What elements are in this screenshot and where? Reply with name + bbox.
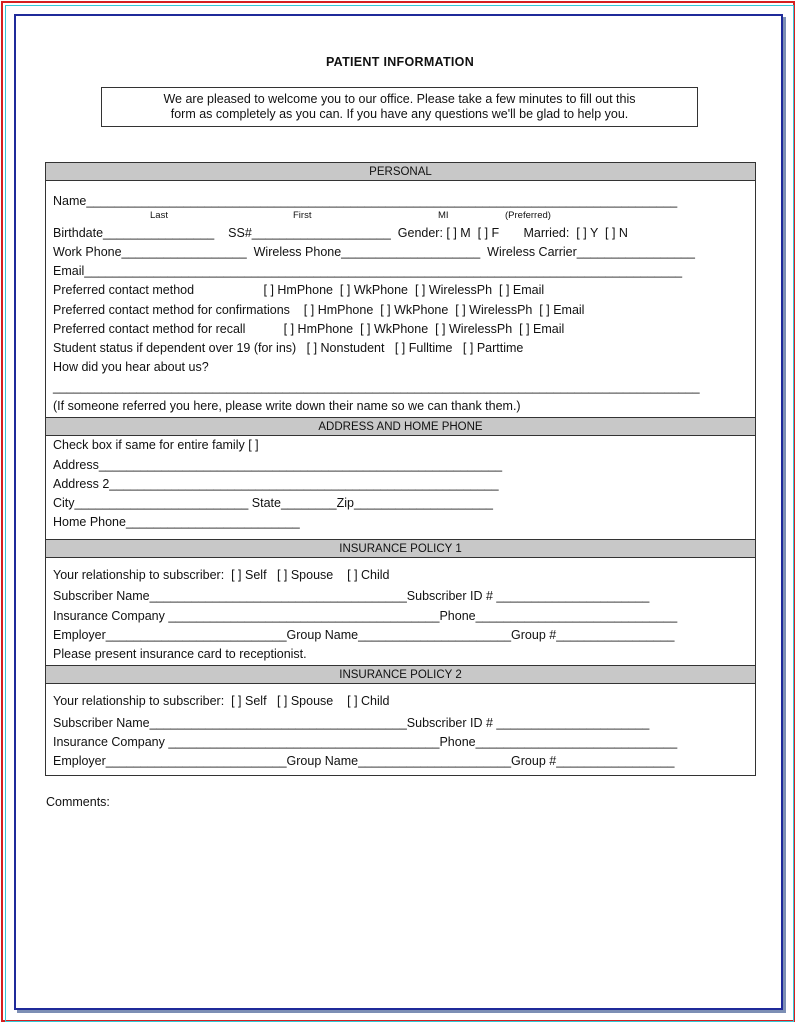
name-field[interactable]: Name_____________________________________________________________________________________ bbox=[53, 194, 678, 208]
comments-label: Comments: bbox=[46, 795, 110, 809]
email-field[interactable]: Email______________________________________________________________________________________ bbox=[53, 264, 683, 278]
ins1-subscriber-row[interactable]: Subscriber Name_____________________________________Subscriber ID # ______________________ bbox=[53, 589, 650, 603]
name-sub-first: First bbox=[293, 210, 312, 221]
birthdate-row[interactable]: Birthdate________________ SS#____________________ Gender: [ ] M [ ] F Married: [ ] Y [ ] N bbox=[53, 226, 628, 240]
ins1-employer-row[interactable]: Employer__________________________Group Name______________________Group #_________________ bbox=[53, 628, 675, 642]
contact-method-row[interactable]: Preferred contact method [ ] HmPhone [ ] WkPhone [ ] WirelessPh [ ] Email bbox=[53, 283, 545, 297]
city-state-zip-row[interactable]: City_________________________ State________Zip____________________ bbox=[53, 496, 494, 510]
address2-field[interactable]: Address 2________________________________________________________ bbox=[53, 477, 499, 491]
ins1-relationship-row[interactable]: Your relationship to subscriber: [ ] Self [ ] Spouse [ ] Child bbox=[53, 568, 390, 582]
hear-about-field[interactable]: _____________________________________________________________________________________________ bbox=[53, 380, 700, 394]
name-sub-preferred: (Preferred) bbox=[505, 210, 551, 221]
welcome-line-1: We are pleased to welcome you to our office. Please take a few minutes to fill out this bbox=[163, 92, 636, 106]
recall-method-row[interactable]: Preferred contact method for recall [ ] HmPhone [ ] WkPhone [ ] WirelessPh [ ] Email bbox=[53, 322, 565, 336]
ins2-employer-row[interactable]: Employer__________________________Group Name______________________Group #_________________ bbox=[53, 754, 675, 768]
section-header-insurance-1: INSURANCE POLICY 1 bbox=[46, 539, 755, 558]
referral-note: (If someone referred you here, please write down their name so we can thank them.) bbox=[53, 399, 521, 413]
name-sub-mi: MI bbox=[438, 210, 449, 221]
confirmation-method-row[interactable]: Preferred contact method for confirmations [ ] HmPhone [ ] WkPhone [ ] WirelessPh [ ] Email bbox=[53, 303, 585, 317]
name-sub-last: Last bbox=[150, 210, 168, 221]
section-header-insurance-2: INSURANCE POLICY 2 bbox=[46, 665, 755, 684]
section-header-address: ADDRESS AND HOME PHONE bbox=[46, 417, 755, 436]
page-title: PATIENT INFORMATION bbox=[325, 55, 475, 69]
form-box bbox=[45, 162, 756, 776]
ins2-company-row[interactable]: Insurance Company _______________________________________Phone_____________________________ bbox=[53, 735, 678, 749]
ins1-present-card-note: Please present insurance card to receptionist. bbox=[53, 647, 307, 661]
address-field[interactable]: Address__________________________________________________________ bbox=[53, 458, 503, 472]
ins1-company-row[interactable]: Insurance Company _______________________________________Phone_____________________________ bbox=[53, 609, 678, 623]
home-phone-field[interactable]: Home Phone_________________________ bbox=[53, 515, 300, 529]
hear-about-label: How did you hear about us? bbox=[53, 360, 209, 374]
section-header-personal: PERSONAL bbox=[46, 162, 755, 181]
work-phone-row[interactable]: Work Phone__________________ Wireless Phone____________________ Wireless Carrier_________________ bbox=[53, 245, 695, 259]
same-family-checkbox-row[interactable]: Check box if same for entire family [ ] bbox=[53, 438, 259, 452]
ins2-subscriber-row[interactable]: Subscriber Name_____________________________________Subscriber ID # ______________________ bbox=[53, 716, 650, 730]
welcome-line-2: form as completely as you can. If you have any questions we'll be glad to help you. bbox=[170, 106, 629, 121]
student-status-row[interactable]: Student status if dependent over 19 (for ins) [ ] Nonstudent [ ] Fulltime [ ] Parttime bbox=[53, 341, 524, 355]
welcome-box bbox=[101, 87, 698, 127]
ins2-relationship-row[interactable]: Your relationship to subscriber: [ ] Self [ ] Spouse [ ] Child bbox=[53, 694, 390, 708]
